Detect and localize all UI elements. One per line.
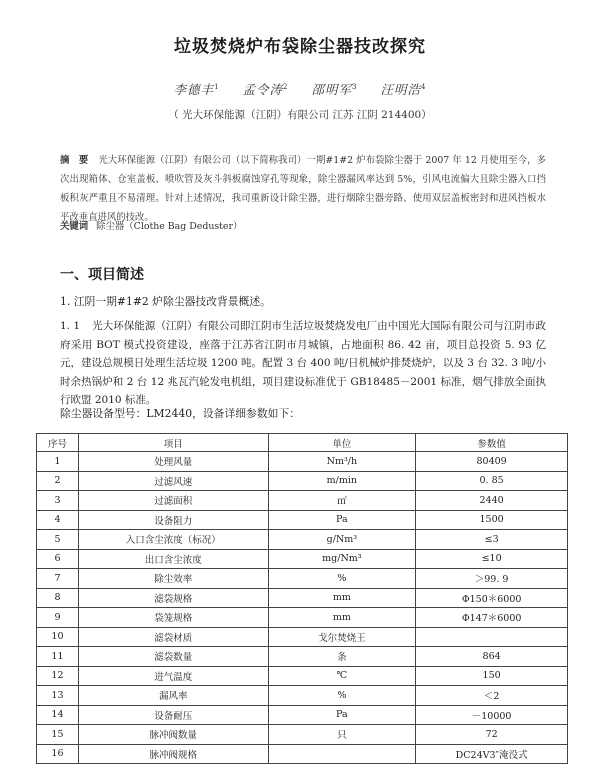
header-cell: 单位 xyxy=(268,434,416,452)
paper-title: 垃圾焚烧炉布袋除尘器技改探究 xyxy=(174,37,426,57)
table-cell: 进气温度 xyxy=(78,666,268,686)
author: 邵明军$^3$ xyxy=(311,82,358,97)
table-row xyxy=(37,725,568,745)
table-cell: m/min xyxy=(268,471,416,491)
table-cell: 除尘效率 xyxy=(78,569,268,589)
table-cell: ≤3 xyxy=(416,530,568,550)
section-heading: 一、项目简述 xyxy=(60,267,144,283)
table-cell: 150 xyxy=(416,666,568,686)
table-cell: 13 xyxy=(37,686,79,706)
table-row xyxy=(37,549,568,569)
table-cell: mg/Nm³ xyxy=(268,549,416,569)
keywords-text: 除尘器（Clothe Bag Deduster） xyxy=(96,221,243,232)
table-row xyxy=(37,608,568,628)
table-cell: 3 xyxy=(37,491,79,511)
table-cell: 漏风率 xyxy=(78,686,268,706)
header-cell: 参数值 xyxy=(416,434,568,452)
table-cell xyxy=(268,744,416,764)
table-cell: 7 xyxy=(37,569,79,589)
table-cell: 脉冲阀规格 xyxy=(78,744,268,764)
table-cell: g/Nm³ xyxy=(268,530,416,550)
table-cell: Pa xyxy=(268,510,416,530)
table-cell: 戈尔焚烧王 xyxy=(268,627,416,647)
table-cell: 滤袋数量 xyxy=(78,647,268,667)
table-cell: 滤袋规格 xyxy=(78,588,268,608)
table-cell xyxy=(416,627,568,647)
table-cell: DC24V3″淹没式 xyxy=(416,744,568,764)
model-line: 除尘器设备型号：LM2440，设备详细参数如下： xyxy=(60,407,301,420)
table-row xyxy=(37,647,568,667)
author-list xyxy=(0,80,600,98)
table-cell: 设备阻力 xyxy=(78,510,268,530)
table-cell: 1 xyxy=(37,452,79,472)
table-cell: 15 xyxy=(37,725,79,745)
table-cell: 72 xyxy=(416,725,568,745)
table-cell: 1500 xyxy=(416,510,568,530)
table-cell: % xyxy=(268,569,416,589)
paragraph-text: 光大环保能源（江阴）有限公司即江阴市生活垃圾焚烧发电厂由中国光大国际有限公司与江阴市政府采用 BOT 模式投资建设，座落于江苏省江阴市月城镇，占地面积 86. 42 亩，项目总投资 5. 93 亿元，建设总规模日处理生活垃圾 1200 吨。配置 3 台 400 吨/日机械炉排焚烧炉，以及 3 台 32. 3 吨/小时余热锅炉和 2 台 12 兆瓦汽轮发电机组，项目建设标准优于 GB18485－2001 标准，烟气排放全面执行欧盟 2010 标准。 xyxy=(60,320,546,406)
table-header-row xyxy=(37,434,568,452)
table-cell: 袋笼规格 xyxy=(78,608,268,628)
table-row xyxy=(37,452,568,472)
table-cell: Nm³/h xyxy=(268,452,416,472)
paragraph-number: 1. 1 xyxy=(60,320,81,332)
table-cell: Φ150＊6000 xyxy=(416,588,568,608)
abstract-label: 摘 要 xyxy=(60,155,89,166)
table-cell: 入口含尘浓度（标况） xyxy=(78,530,268,550)
table-row xyxy=(37,569,568,589)
table-cell: 6 xyxy=(37,549,79,569)
table-cell: mm xyxy=(268,608,416,628)
table-cell: 8 xyxy=(37,588,79,608)
table-cell: ㎡ xyxy=(268,491,416,511)
table-cell: 5 xyxy=(37,530,79,550)
author: 汪明浩$^4$ xyxy=(380,82,427,97)
table-cell: ℃ xyxy=(268,666,416,686)
table-row xyxy=(37,705,568,725)
table-cell: ≤10 xyxy=(416,549,568,569)
table-row xyxy=(37,530,568,550)
table-row xyxy=(37,666,568,686)
table-cell: 10 xyxy=(37,627,79,647)
table-row xyxy=(37,510,568,530)
table-cell: 2440 xyxy=(416,491,568,511)
author: 李德丰$^1$ xyxy=(173,82,220,97)
table-cell: 864 xyxy=(416,647,568,667)
table-cell: ＞99. 9 xyxy=(416,569,568,589)
table-cell: 脉冲阀数量 xyxy=(78,725,268,745)
table-cell: % xyxy=(268,686,416,706)
table-cell: 条 xyxy=(268,647,416,667)
table-cell: 设备耐压 xyxy=(78,705,268,725)
table-cell: 处理风量 xyxy=(78,452,268,472)
table-row xyxy=(37,491,568,511)
table-cell: 出口含尘浓度 xyxy=(78,549,268,569)
table-row xyxy=(37,471,568,491)
abstract xyxy=(60,151,546,227)
table-cell: 11 xyxy=(37,647,79,667)
table-row xyxy=(37,744,568,764)
table-cell: 16 xyxy=(37,744,79,764)
subheading: 1. 江阴一期#1#2 炉除尘器技改背景概述。 xyxy=(60,295,271,308)
table-cell: 过滤面积 xyxy=(78,491,268,511)
table-cell: Φ147＊6000 xyxy=(416,608,568,628)
parameter-table xyxy=(36,433,568,764)
table-cell: 0. 85 xyxy=(416,471,568,491)
table-cell: 过滤风速 xyxy=(78,471,268,491)
table-body xyxy=(37,452,568,764)
table-cell: 只 xyxy=(268,725,416,745)
table-cell: Pa xyxy=(268,705,416,725)
table-cell: 9 xyxy=(37,608,79,628)
table-cell: 80409 xyxy=(416,452,568,472)
affiliation: （ 光大环保能源（江阴）有限公司 江苏 江阴 214400） xyxy=(168,109,432,121)
header-cell: 项目 xyxy=(78,434,268,452)
keywords-label: 关键词 xyxy=(60,221,89,232)
table-row xyxy=(37,686,568,706)
table-row xyxy=(37,627,568,647)
author: 孟令涛$^2$ xyxy=(242,82,289,97)
table-cell: 滤袋材质 xyxy=(78,627,268,647)
body-paragraph xyxy=(60,317,546,410)
table-cell: ＜2 xyxy=(416,686,568,706)
header-cell: 序号 xyxy=(37,434,79,452)
table-cell: 4 xyxy=(37,510,79,530)
table-cell: mm xyxy=(268,588,416,608)
keywords xyxy=(60,218,242,232)
table-cell: －10000 xyxy=(416,705,568,725)
table-cell: 14 xyxy=(37,705,79,725)
abstract-text: 光大环保能源（江阴）有限公司（以下简称我司）一期#1#2 炉布袋除尘器于 2007 年 12 月使用至今，多次出现箱体、仓室盖板、喷吹管及灰斗斜板腐蚀穿孔等现象，除尘器漏风率达到 5%，引风电流偏大且除尘器入口挡板积灰严重且不易清理。针对上述情况，我司重新设计除尘器，进行烟除尘器旁路、使用双层盖板密封和进风挡板水平改垂直进风的技改。 xyxy=(60,155,546,223)
table-cell: 12 xyxy=(37,666,79,686)
table-cell: 2 xyxy=(37,471,79,491)
table-row xyxy=(37,588,568,608)
